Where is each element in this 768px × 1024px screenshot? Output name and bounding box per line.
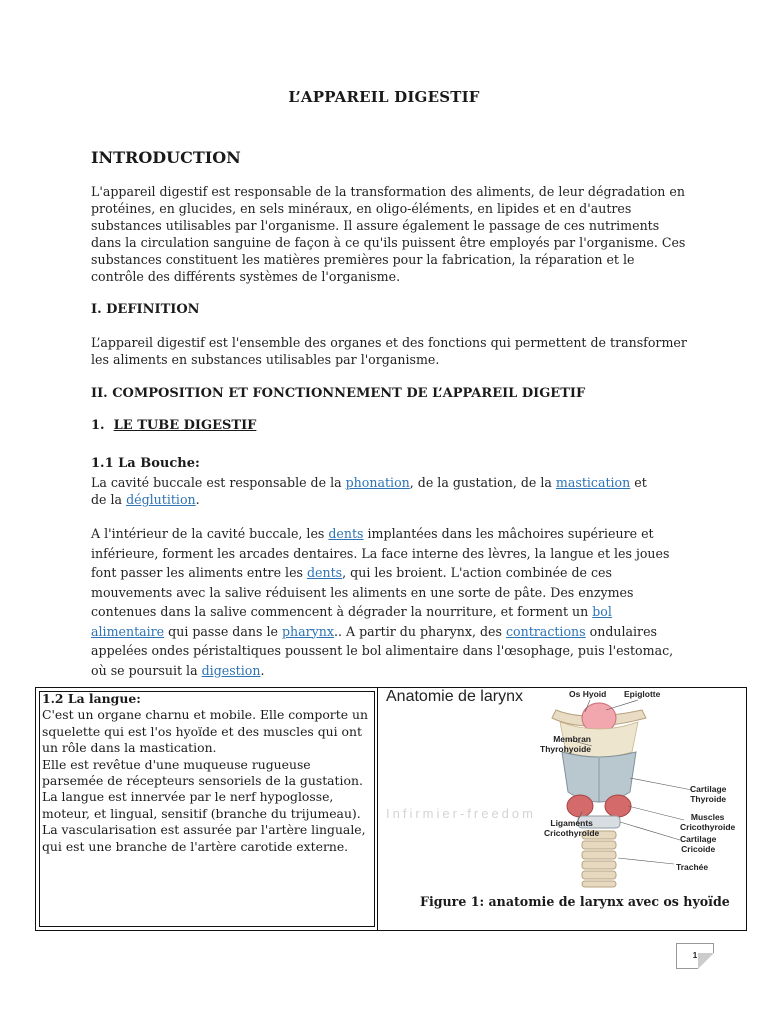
link-mastication[interactable]: mastication: [555, 475, 631, 490]
larynx-figure: [380, 688, 746, 930]
bouche-p2-text-6: ondulaires appelées ondes péristaltiques poussent le bol alimentaire dans l'œsophage, puis l'estomac, où se poursuit la: [91, 623, 674, 678]
document-title: L’APPAREIL DIGESTIF: [288, 88, 480, 106]
langue-cell: [42, 691, 372, 855]
link-digestion[interactable]: digestion: [201, 662, 261, 678]
label-membran: Membran Thyrohyoide: [540, 734, 592, 754]
bouche-p1-text-3: et de la: [91, 475, 647, 507]
link-bol-alimentaire[interactable]: bol alimentaire: [91, 604, 612, 639]
label-epiglotte: Epiglotte: [624, 689, 661, 699]
tube-heading-text: LE TUBE DIGESTIF: [113, 418, 257, 433]
link-pharynx[interactable]: pharynx: [281, 623, 334, 639]
label-cartilage-cricoide: Cartilage Cricoide: [680, 834, 717, 854]
label-cartilage-thyroide: Cartilage Thyroide: [690, 784, 727, 804]
trachea: [582, 831, 616, 887]
bouche-heading: 1.1 La Bouche:: [91, 456, 200, 471]
definition-heading: I. DEFINITION: [91, 302, 200, 317]
bouche-paragraph-1: [91, 474, 651, 508]
bouche-p2-text-2: implantées dans les mâchoires supérieure et inférieure, forment les arcades dentaires. La face interne des lèvres, la langue et les joues font passer les aliments entre les: [91, 526, 670, 580]
cricothyroid-muscle-left: [567, 795, 593, 817]
bouche-p1-text-1: La cavité buccale est responsable de la: [91, 475, 346, 490]
tube-heading-number: 1.: [91, 418, 105, 433]
composition-heading: II. COMPOSITION ET FONCTIONNEMENT DE L’APPAREIL DIGETIF: [91, 386, 586, 401]
figure-watermark: Infirmier-freedom: [386, 806, 536, 821]
bouche-p2-text-1: A l'intérieur de la cavité buccale, les: [91, 526, 329, 541]
bouche-p2-text-5: .. A partir du pharynx, des: [333, 623, 506, 639]
cricothyroid-muscle-right: [605, 795, 631, 817]
figure-caption: Figure 1: anatomie de larynx avec os hyoïde: [420, 894, 730, 909]
link-deglutition[interactable]: déglutition: [126, 492, 196, 507]
bouche-p2-text-3: , qui les broient. L'action combinée de ces mouvements avec la salive réduisent les aliments en une sorte de pâte. Des enzymes contenues dans la salive commencent à dégrader la nourriture, et forment un: [91, 565, 634, 619]
table-divider: [377, 688, 378, 930]
definition-paragraph: L’appareil digestif est l'ensemble des organes et des fonctions qui permettent de transformer les aliments en substances utilisables par l'organisme.: [91, 335, 687, 367]
label-os-hyoid: Os Hyoid: [569, 689, 607, 699]
tube-heading: [91, 418, 256, 433]
figure-title: Anatomie de larynx: [386, 688, 523, 705]
link-dents[interactable]: dents: [328, 526, 364, 541]
bouche-p1-text-4: .: [195, 492, 200, 507]
label-trachee: Trachée: [676, 862, 709, 872]
page-number-badge: [676, 943, 714, 969]
link-dents-2[interactable]: dents: [306, 565, 343, 580]
intro-paragraph: L'appareil digestif est responsable de la transformation des aliments, de leur dégradation en protéines, en glucides, en sels minéraux, en oligo-éléments, en lipides et en d'autres substances utilisables par l'organisme. Il assure également le passage de ces nutriments dans la circulation sanguine de façon à ce qu'ils puissent être employés par l'organisme. Ces substances constituent les matières premières pour la fabrication, la réparation et le contrôle des différents systèmes de l'organisme.: [91, 184, 686, 284]
label-muscles: Muscles Cricothyroide: [680, 812, 736, 832]
label-ligaments: Ligaments Cricothyroide: [544, 818, 600, 838]
intro-heading: INTRODUCTION: [91, 148, 241, 167]
bouche-p2-text-7: .: [260, 662, 265, 678]
page-number: 1: [692, 951, 698, 960]
langue-table: [35, 687, 747, 931]
langue-heading: 1.2 La langue:: [42, 691, 141, 706]
langue-text-3: La vascularisation est assurée par l'artère linguale, qui est une branche de l'artère carotide externe.: [42, 822, 366, 854]
page-fold-icon: [698, 953, 714, 969]
bouche-p2-text-4: qui passe dans le: [164, 623, 282, 639]
langue-text-1: C'est un organe charnu et mobile. Elle comporte un squelette qui est l'os hyoïde et des muscles qui ont un rôle dans la mastication.: [42, 707, 368, 756]
link-phonation[interactable]: phonation: [345, 475, 410, 490]
langue-text-2: Elle est revêtue d'une muqueuse rugueuse parsemée de récepteurs sensoriels de la gustation. La langue est innervée par le nerf hypoglosse, moteur, et lingual, sensitif (branche du trijumeau).: [42, 756, 363, 821]
bouche-paragraph-2: [91, 524, 683, 680]
bouche-p1-text-2: , de la gustation, de la: [409, 475, 556, 490]
link-contractions[interactable]: contractions: [505, 623, 586, 639]
